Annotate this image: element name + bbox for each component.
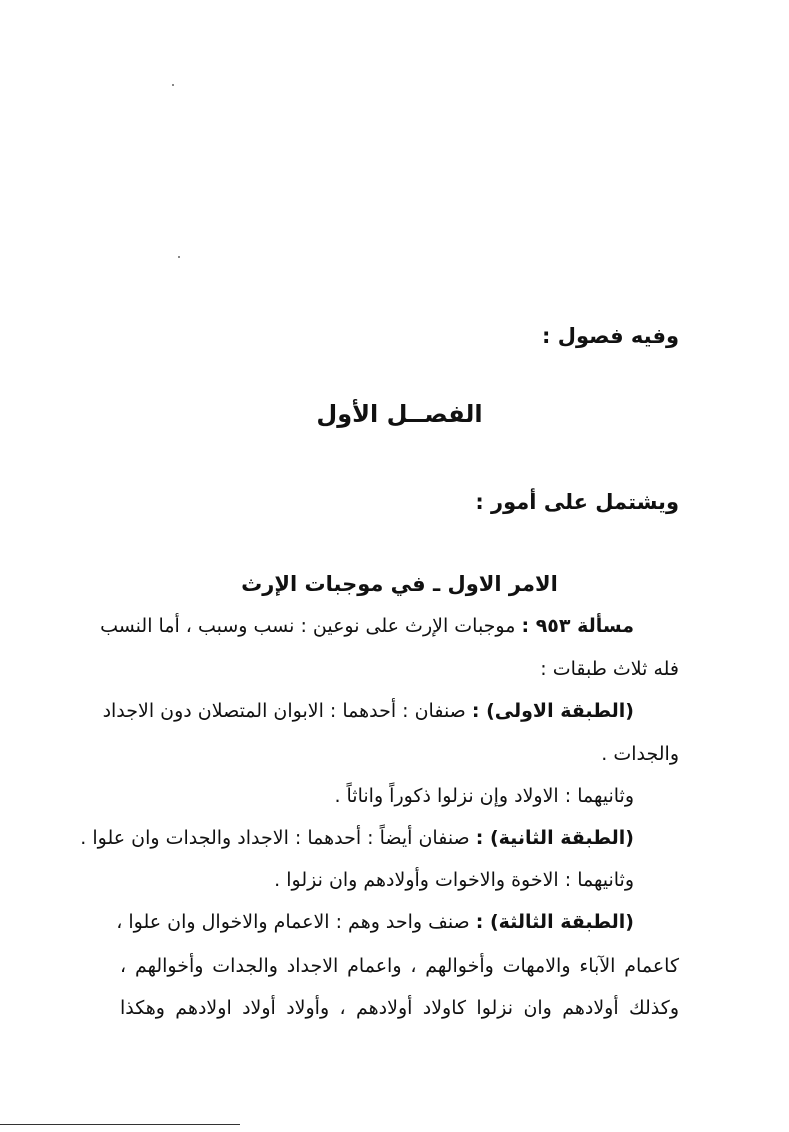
- tier-label-first: (الطبقة الاولى) :: [471, 700, 634, 722]
- body-line-8: [116, 908, 679, 936]
- scan-speck: [172, 84, 174, 86]
- body-line-5: [120, 782, 679, 810]
- body-text: وثانيهما : الاولاد وإن نزلوا ذكوراً واناثاً .: [334, 785, 634, 807]
- body-text: صنف واحد وهم : الاعمام والاخوال وان علوا ،: [116, 911, 476, 933]
- footer-rule: [0, 1124, 240, 1125]
- body-text: كاعمام الآباء والامهات وأخوالهم ، واعمام الاجداد والجدات وأخوالهم ،: [120, 955, 679, 977]
- body-line-6: [80, 824, 679, 852]
- body-text: فله ثلاث طبقات :: [540, 658, 679, 680]
- body-line-10: [120, 994, 679, 1022]
- chapter-title: الفصــل الأول: [316, 400, 483, 428]
- contains-heading: ويشتمل على أمور :: [475, 490, 679, 514]
- scan-speck: [178, 256, 180, 258]
- body-line-9: [120, 952, 679, 980]
- tier-label-second: (الطبقة الثانية) :: [475, 827, 634, 849]
- body-line-4: [120, 740, 679, 768]
- issue-number: مسألة ٩٥٣ :: [521, 615, 634, 637]
- body-line-1: [100, 612, 679, 640]
- body-line-2: [120, 655, 679, 683]
- body-text: وثانيهما : الاخوة والاخوات وأولادهم وان نزلوا .: [274, 869, 634, 891]
- body-line-3: [102, 697, 679, 725]
- body-text: وكذلك أولادهم وان نزلوا كاولاد أولادهم ، وأولاد أولاد اولادهم وهكذا: [120, 997, 679, 1019]
- tier-label-third: (الطبقة الثالثة) :: [475, 911, 634, 933]
- section-title: الامر الاول ـ في موجبات الإرث: [241, 572, 558, 596]
- body-text: موجبات الإرث على نوعين : نسب وسبب ، أما النسب: [100, 615, 522, 637]
- body-text: والجدات .: [601, 743, 679, 765]
- body-text: صنفان : أحدهما : الابوان المتصلان دون الاجداد: [102, 700, 472, 722]
- body-line-7: [120, 866, 679, 894]
- body-text: صنفان أيضاً : أحدهما : الاجداد والجدات وان علوا .: [80, 827, 476, 849]
- chapter-intro: وفيه فصول :: [542, 324, 679, 348]
